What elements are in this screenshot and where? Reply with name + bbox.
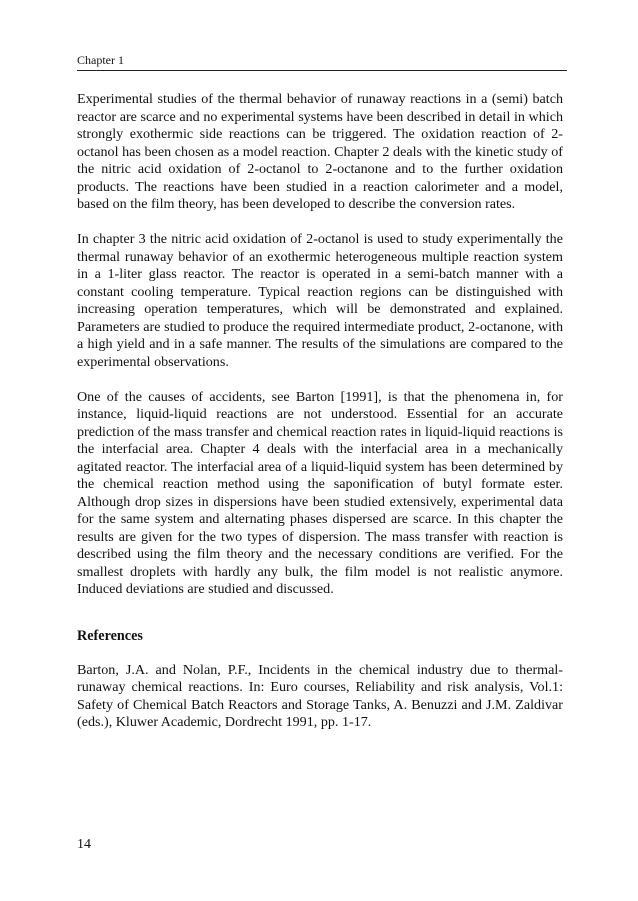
paragraph-chapter-4: One of the causes of accidents, see Barton [1991], is that the phenomena in, for instance, liquid-liquid reactions are not understood. Essential for an accurate prediction of the mass transfer and chemical reaction rates in liquid-liquid reactions is the interfacial area. Chapter 4 deals with the interfacial area in a mechanically agitated reactor. The interfacial area of a liquid-liquid system has been determined by the chemical reaction method using the saponification of butyl formate ester. Although drop sizes in dispersions have been studied extensively, experimental data for the same system and alternating phases dispersed are scarce. In this chapter the results are given for the two types of dispersion. The mass transfer with reaction is described using the film theory and the necessary conditions are verified. For the smallest droplets with hardly any bulk, the film model is not realistic anymore. Induced deviations are studied and discussed. [77, 388, 563, 597]
running-header [77, 53, 567, 71]
page-number: 14 [77, 837, 91, 852]
paragraph-intro: Experimental studies of the thermal behavior of runaway reactions in a (semi) batch reactor are scarce and no experimental systems have been described in detail in which strongly exothermic side reactions can be triggered. The oxidation reaction of 2-octanol has been chosen as a model reaction. Chapter 2 deals with the kinetic study of the nitric acid oxidation of 2-octanol to 2-octanone and to the further oxidation products. The reactions have been studied in a reaction calorimeter and a model, based on the film theory, has been developed to describe the conversion rates. [77, 91, 563, 212]
reference-entry: Barton, J.A. and Nolan, P.F., Incidents in the chemical industry due to thermal-runaway chemical reactions. In: Euro courses, Reliability and risk analysis, Vol.1: Safety of Chemical Batch Reactors and Storage Tanks, A. Benuzzi and J.M. Zaldivar (eds.), Kluwer Academic, Dordrecht 1991, pp. 1-17. [77, 661, 563, 730]
chapter-label: Chapter 1 [77, 53, 124, 67]
page-body [77, 91, 563, 749]
paragraph-chapter-3: In chapter 3 the nitric acid oxidation of 2-octanol is used to study experimentally the thermal runaway behavior of an exothermic heterogeneous multiple reaction system in a 1-liter glass reactor. The reactor is operated in a semi-batch manner with a constant cooling temperature. Typical reaction regions can be distinguished with increasing operation temperatures, which will be demonstrated and explained. Parameters are studied to produce the required intermediate product, 2-octanone, with a high yield and in a safe manner. The results of the simulations are compared to the experimental observations. [77, 231, 563, 370]
references-heading: References [77, 627, 143, 644]
